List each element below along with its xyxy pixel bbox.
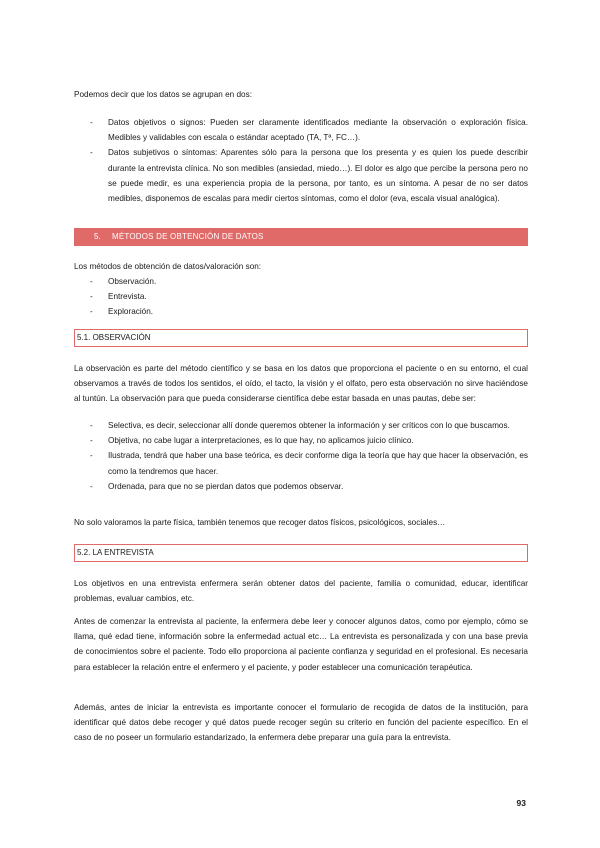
section-title: MÉTODOS DE OBTENCIÓN DE DATOS	[112, 232, 264, 241]
list-item-method: - Exploración.	[74, 304, 528, 319]
interview-form-paragraph: Además, antes de iniciar la entrevista es importante conocer el formulario de recogida de datos de la institución, para identificar qué datos debe recoger y qué datos puede recoger según su criterio en función del paciente específico. En el caso de no poseer un formulario estandarizado, la enfermera debe preparar una guía para la entrevista.	[74, 703, 528, 743]
list-item-method: - Entrevista.	[74, 289, 528, 304]
section-5-header	[74, 228, 528, 246]
interview-objectives-paragraph: Los objetivos en una entrevista enfermera serán obtener datos del paciente, familia o comunidad, educar, identificar problemas, evaluar cambios, etc.	[74, 579, 528, 604]
list-item-objective-data: - Datos objetivos o signos: Pueden ser claramente identificados mediante la observación o exploración física. Medibles y validables con escala o estándar aceptado (TA, Tª, FC…).	[74, 115, 528, 145]
subsection-title: 5.1. OBSERVACIÓN	[77, 333, 151, 342]
subsection-5-1-header	[74, 329, 528, 347]
methods-intro: Los métodos de obtención de datos/valoración son:	[74, 262, 262, 271]
list-item-criterion: - Selectiva, es decir, seleccionar allí donde queremos obtener la información y ser críticos con lo que buscamos.	[74, 418, 528, 433]
methods-list	[74, 274, 528, 320]
observation-criteria-list	[74, 418, 528, 494]
list-item-subjective-data: - Datos subjetivos o síntomas: Aparentes sólo para la persona que los presenta y es quien los puede describir durante la entrevista clínica. No son medibles (ansiedad, miedo…). El dolor es algo que percibe la persona pero no se puede medir, es una experiencia propia de la persona, por tanto, es un síntoma. A pesar de no ser datos medibles, disponemos de escalas para medir ciertos síntomas, como el dolor (eva, escala visual analógica).	[74, 145, 528, 206]
section-number: 5.	[94, 232, 101, 241]
list-item-criterion: - Ilustrada, tendrá que haber una base teórica, es decir conforme diga la teoría que hay que hacer la observación, es como la tendremos que hacer.	[74, 448, 528, 478]
observation-closing-paragraph: No solo valoramos la parte física, también tenemos que recoger datos físicos, psicológicos, sociales…	[74, 518, 446, 527]
interview-preparation-paragraph: Antes de comenzar la entrevista al paciente, la enfermera debe leer y conocer algunos datos, como por ejemplo, cómo se llama, qué edad tiene, información sobre la enfermedad actual etc… La entrevista es personalizada y con una base previa de conocimientos sobre el paciente. Todo ello proporciona al paciente confianza y seguridad en el profesional. Es necesaria para establecer la relación entre el enfermero y el paciente, y poder establecer una comunicación terapéutica.	[74, 617, 528, 672]
list-item-method: - Observación.	[74, 274, 528, 289]
subsection-5-2-header	[74, 544, 528, 562]
observation-paragraph: La observación es parte del método científico y se basa en los datos que proporciona el paciente o en su entorno, el cual observamos a través de todos los sentidos, el oído, el tacto, la visión y el olfato, pero esta observación no sirve haciéndose al tuntún. La observación para que pueda considerarse científica debe estar basada en unas pautas, debe ser:	[74, 364, 528, 404]
subsection-title: 5.2. LA ENTREVISTA	[77, 548, 154, 557]
list-item-criterion: - Objetiva, no cabe lugar a interpretaciones, es lo que hay, no aplicamos juicio clínico.	[74, 433, 528, 448]
page-number: 93	[516, 798, 526, 808]
intro-paragraph: Podemos decir que los datos se agrupan en dos:	[74, 90, 252, 99]
data-types-list	[74, 115, 528, 206]
list-item-criterion: - Ordenada, para que no se pierdan datos que podemos observar.	[74, 479, 528, 494]
